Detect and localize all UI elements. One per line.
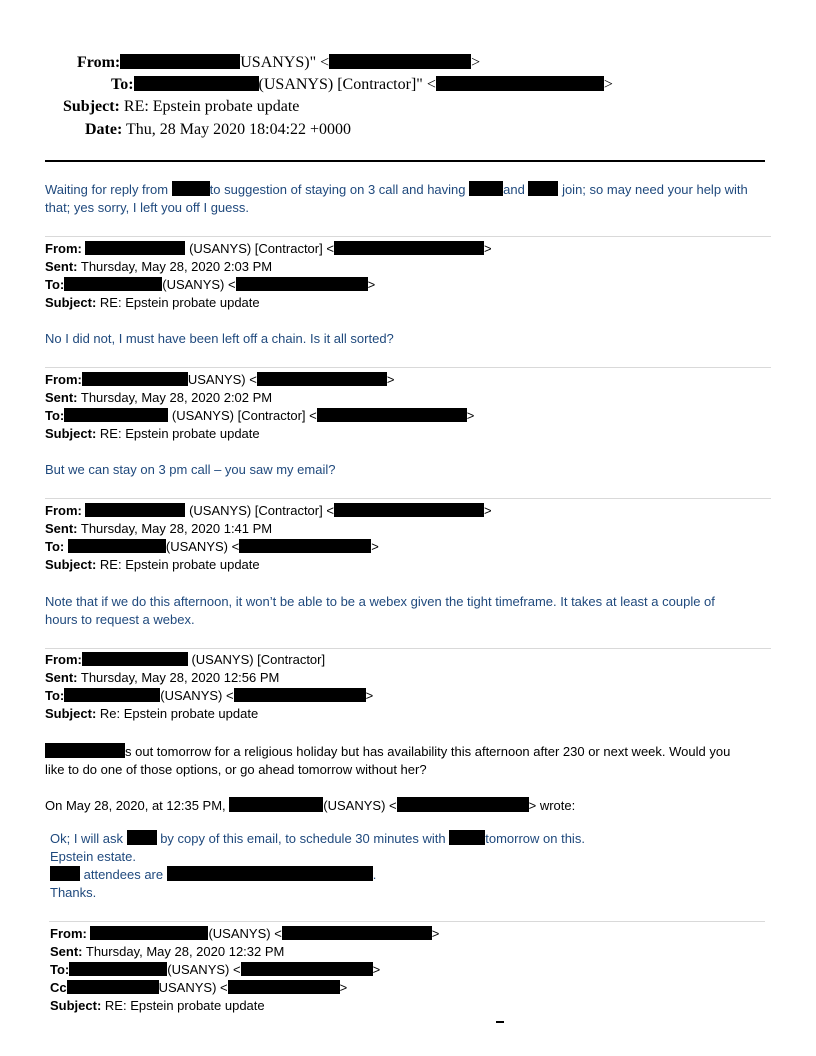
message-body: But we can stay on 3 pm call – you saw my email? (45, 462, 336, 477)
redaction (241, 962, 373, 976)
email-from: From: (USANYS) [Contractor] < > (45, 241, 492, 256)
header-subject-value: RE: Epstein probate update (123, 98, 300, 115)
email-cc: Cc USANYS) < > (50, 980, 348, 995)
message-body: hours to request a webex. (45, 612, 195, 627)
email-sent: Sent: Thursday, May 28, 2020 12:32 PM (50, 944, 285, 959)
redaction (469, 181, 503, 196)
redaction (64, 688, 160, 702)
header-from-label: From: (77, 54, 121, 71)
email-sent: Sent: Thursday, May 28, 2020 1:41 PM (45, 521, 273, 536)
email-sent: Sent: Thursday, May 28, 2020 2:03 PM (45, 259, 273, 274)
header-from (77, 53, 480, 73)
header-from-value: USANYS)" < (240, 54, 330, 71)
message-body: No I did not, I must have been left off a chain. Is it all sorted? (45, 331, 394, 346)
redaction (436, 76, 604, 91)
message-body: Note that if we do this afternoon, it won’t be able to be a webex given the tight timeframe. It takes at least a couple of (45, 594, 715, 609)
redaction (449, 830, 485, 845)
email-from: From: (USANYS) [Contractor] (45, 652, 326, 667)
quoted-text: attendees are . (50, 866, 376, 884)
email-to: To: (USANYS) [Contractor] < > (45, 408, 475, 423)
wrote-line: On May 28, 2020, at 12:35 PM, (USANYS) < > wrote: (45, 798, 576, 813)
page-mark (496, 1021, 504, 1023)
quoted-text: Thanks. (50, 885, 97, 900)
email-to: To: (USANYS) < > (50, 962, 381, 977)
email-to: To: (USANYS) < > (45, 688, 374, 703)
message-body: like to do one of those options, or go ahead tomorrow without her? (45, 762, 427, 777)
header-divider (45, 160, 765, 162)
redaction (67, 980, 159, 994)
redaction (85, 241, 185, 255)
redaction (64, 408, 168, 422)
redaction (239, 539, 371, 553)
email-from: From: (USANYS) [Contractor] < > (45, 503, 492, 518)
redaction (82, 652, 188, 666)
header-subject (63, 97, 299, 117)
email-sent: Sent: Thursday, May 28, 2020 12:56 PM (45, 670, 280, 685)
email-subject: Subject: RE: Epstein probate update (50, 998, 265, 1013)
email-from: From: USANYS) < > (45, 372, 395, 387)
redaction (317, 408, 467, 422)
redaction (234, 688, 366, 702)
email-subject: Subject: Re: Epstein probate update (45, 706, 259, 721)
message-body (45, 181, 748, 199)
header-to-label: To: (111, 76, 134, 93)
message-text: and (503, 182, 529, 197)
message-text: join; so may need your help with (558, 182, 748, 197)
email-to: To: (USANYS) < > (45, 277, 376, 292)
redaction (167, 866, 373, 881)
email-subject: Subject: RE: Epstein probate update (45, 426, 260, 441)
email-sent: Sent: Thursday, May 28, 2020 2:02 PM (45, 390, 273, 405)
email-from: From: (USANYS) < > (50, 926, 440, 941)
email-subject: Subject: RE: Epstein probate update (45, 295, 260, 310)
email-to: To: (USANYS) < > (45, 539, 379, 554)
header-date-label: Date: (85, 121, 123, 138)
redaction (134, 76, 259, 91)
quoted-text: Epstein estate. (50, 849, 136, 864)
redaction (172, 181, 210, 196)
header-to-end: > (603, 76, 613, 93)
redaction (229, 797, 323, 812)
header-date-value: Thu, 28 May 2020 18:04:22 +0000 (126, 121, 352, 138)
separator (45, 498, 771, 499)
separator (45, 236, 771, 237)
redaction (334, 503, 484, 517)
header-to-value: (USANYS) [Contractor]" < (258, 76, 436, 93)
redaction (120, 54, 240, 69)
redaction (257, 372, 387, 386)
redaction (64, 277, 162, 291)
redaction (82, 372, 188, 386)
message-body: s out tomorrow for a religious holiday but has availability this afternoon after 230 or next week. Would you (45, 743, 730, 761)
header-subject-label: Subject: (63, 98, 120, 115)
header-date (85, 120, 351, 140)
email-subject: Subject: RE: Epstein probate update (45, 557, 260, 572)
separator (45, 648, 771, 649)
header-to (111, 75, 613, 95)
quoted-text: Ok; I will ask by copy of this email, to schedule 30 minutes with tomorrow on this. (50, 831, 585, 846)
redaction (85, 503, 185, 517)
redaction (397, 797, 529, 812)
redaction (282, 926, 432, 940)
redaction (69, 962, 167, 976)
redaction (45, 743, 125, 758)
redaction (228, 980, 340, 994)
message-body: that; yes sorry, I left you off I guess. (45, 200, 250, 215)
redaction (528, 181, 558, 196)
redaction (127, 830, 157, 845)
message-text: to suggestion of staying on 3 call and having (209, 182, 470, 197)
redaction (68, 539, 166, 553)
redaction (50, 866, 80, 881)
redaction (334, 241, 484, 255)
header-from-end: > (471, 54, 481, 71)
message-text: Waiting for reply from (45, 182, 172, 197)
redaction (329, 54, 471, 69)
redaction (236, 277, 368, 291)
separator (49, 921, 765, 922)
redaction (90, 926, 208, 940)
separator (45, 367, 771, 368)
